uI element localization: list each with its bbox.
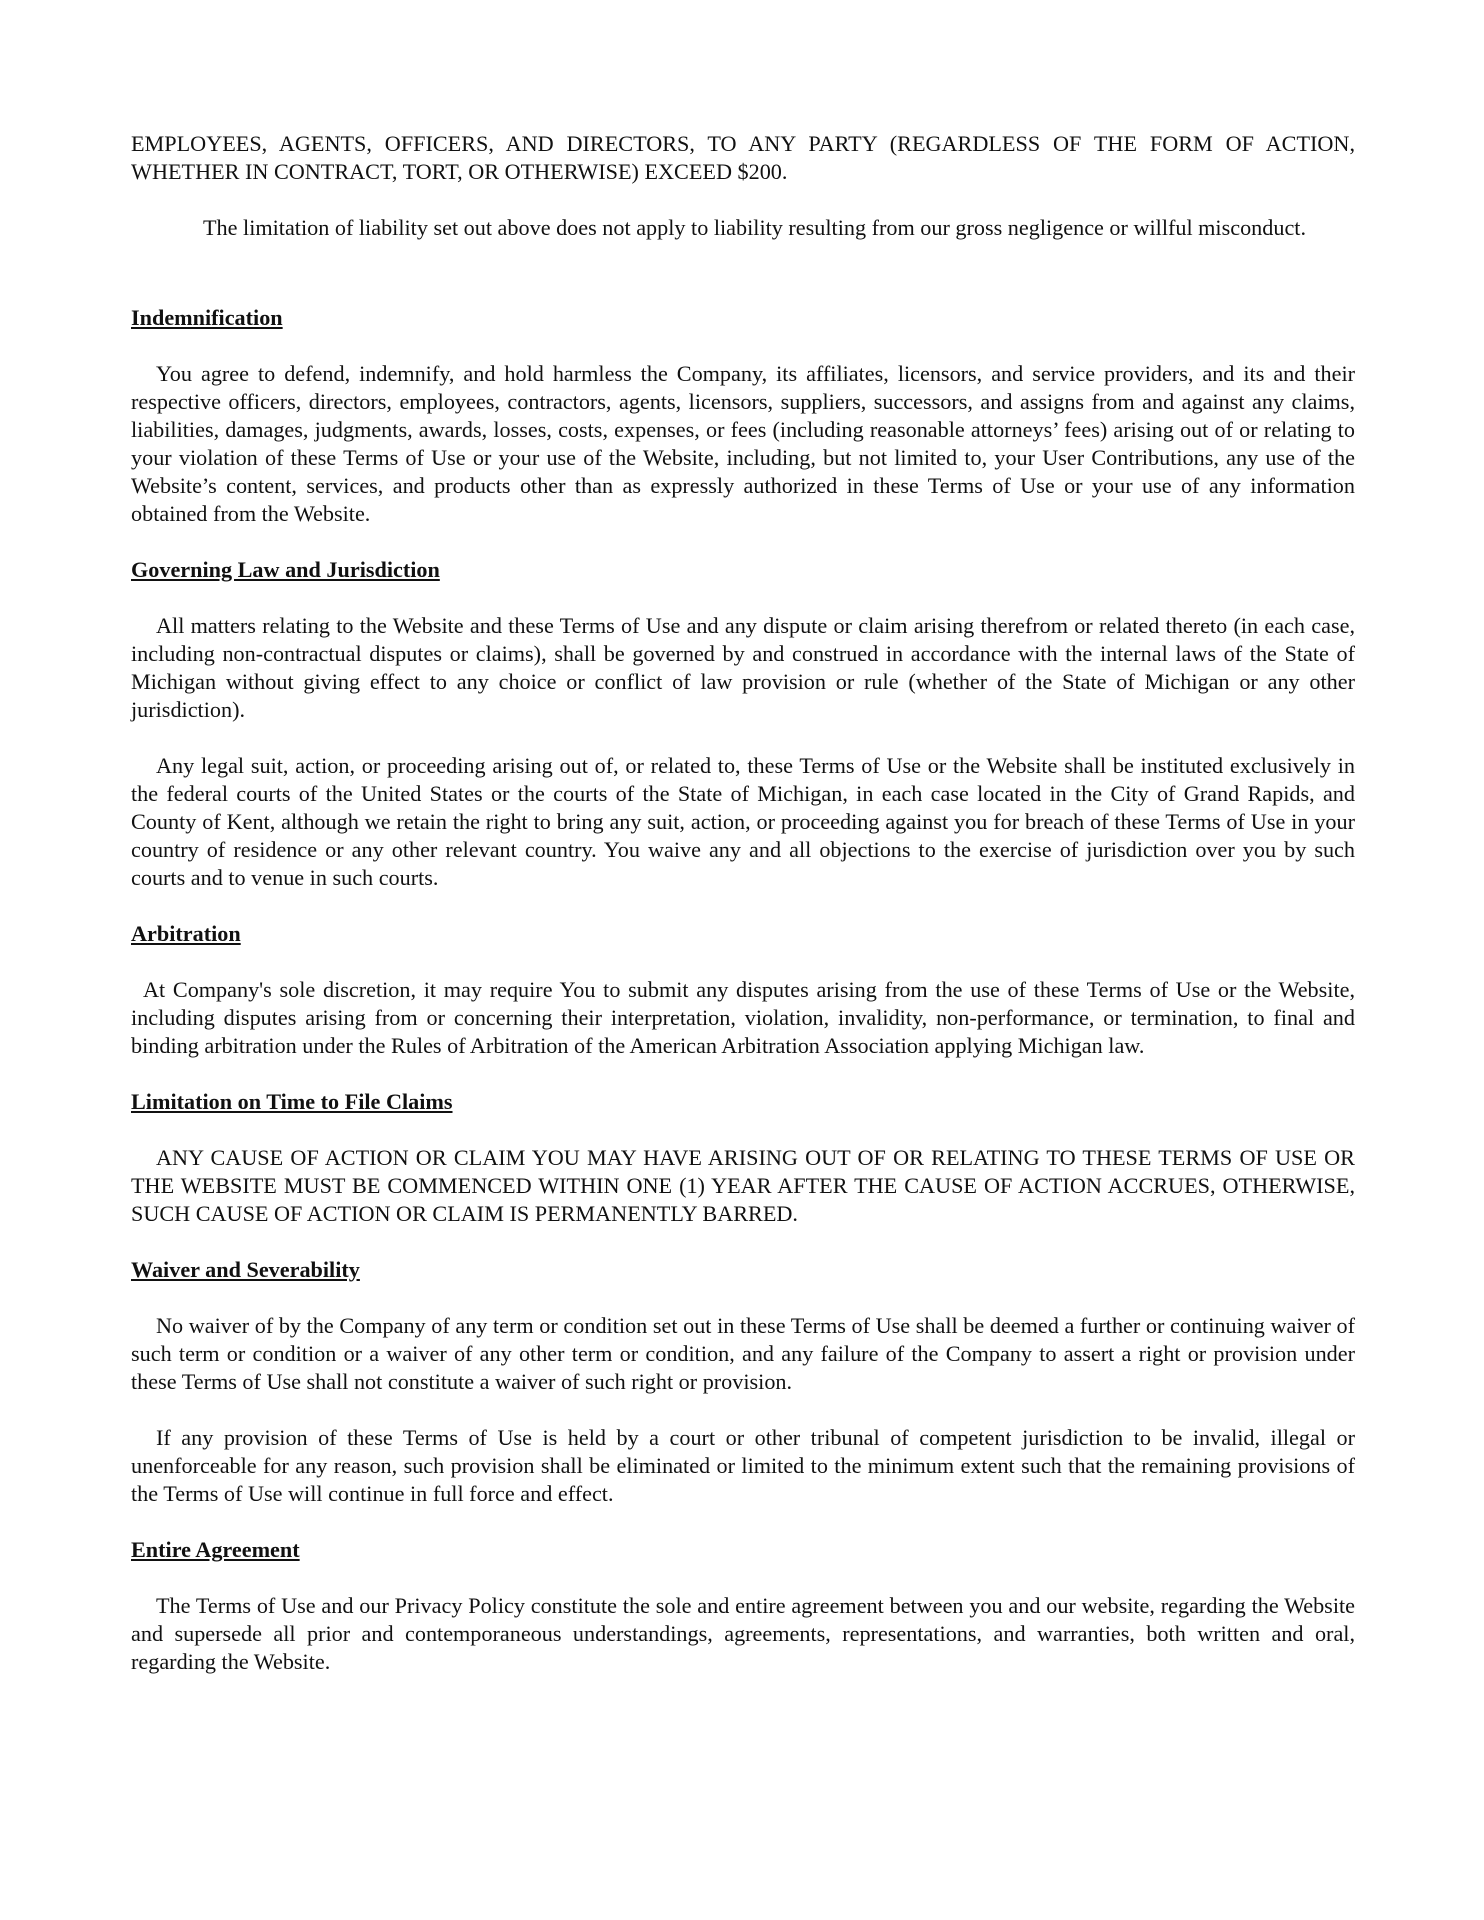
waiver-heading: Waiver and Severability	[131, 1257, 360, 1282]
indemnification-heading: Indemnification	[131, 305, 283, 330]
waiver-paragraph: No waiver of by the Company of any term or condition set out in these Terms of Use shall be deemed a further or continuing waiver of such term or condition or a waiver of any other term or condition, and any failure of the Company to assert a right or provision under these Terms of Use shall not constitute a waiver of such right or provision.	[131, 1313, 1355, 1394]
liability-exception-paragraph: The limitation of liability set out above does not apply to liability resulting from our gross negligence or willful misconduct.	[203, 215, 1307, 240]
entire-agreement-heading: Entire Agreement	[131, 1537, 300, 1562]
document-page	[131, 130, 1355, 1704]
liability-cap-paragraph: EMPLOYEES, AGENTS, OFFICERS, AND DIRECTORS, TO ANY PARTY (REGARDLESS OF THE FORM OF ACTION, WHETHER IN CONTRACT, TORT, OR OTHERWISE) EXCEED $200.	[131, 131, 1355, 184]
arbitration-heading: Arbitration	[131, 921, 241, 946]
entire-agreement-paragraph: The Terms of Use and our Privacy Policy constitute the sole and entire agreement between you and our website, regarding the Website and supersede all prior and contemporaneous understandings, agreements, representations, and warranties, both written and oral, regarding the Website.	[131, 1593, 1355, 1674]
limitation-time-heading: Limitation on Time to File Claims	[131, 1089, 453, 1114]
arbitration-paragraph: At Company's sole discretion, it may require You to submit any disputes arising from the use of these Terms of Use or the Website, including disputes arising from or concerning their interpretation, violation, invalidity, non-performance, or termination, to final and binding arbitration under the Rules of Arbitration of the American Arbitration Association applying Michigan law.	[131, 977, 1355, 1058]
governing-law-heading: Governing Law and Jurisdiction	[131, 557, 440, 582]
spacer	[131, 270, 1355, 304]
limitation-time-paragraph: ANY CAUSE OF ACTION OR CLAIM YOU MAY HAVE ARISING OUT OF OR RELATING TO THESE TERMS OF USE OR THE WEBSITE MUST BE COMMENCED WITHIN ONE (1) YEAR AFTER THE CAUSE OF ACTION ACCRUES, OTHERWISE, SUCH CAUSE OF ACTION OR CLAIM IS PERMANENTLY BARRED.	[131, 1145, 1355, 1226]
jurisdiction-paragraph: Any legal suit, action, or proceeding arising out of, or related to, these Terms of Use or the Website shall be instituted exclusively in the federal courts of the United States or the courts of the State of Michigan, in each case located in the City of Grand Rapids, and County of Kent, although we retain the right to bring any suit, action, or proceeding against you for breach of these Terms of Use in your country of residence or any other relevant country. You waive any and all objections to the exercise of jurisdiction over you by such courts and to venue in such courts.	[131, 753, 1355, 890]
severability-paragraph: If any provision of these Terms of Use is held by a court or other tribunal of competent jurisdiction to be invalid, illegal or unenforceable for any reason, such provision shall be eliminated or limited to the minimum extent such that the remaining provisions of the Terms of Use will continue in full force and effect.	[131, 1425, 1355, 1506]
indemnification-paragraph: You agree to defend, indemnify, and hold harmless the Company, its affiliates, licensors, and service providers, and its and their respective officers, directors, employees, contractors, agents, licensors, suppliers, successors, and assigns from and against any claims, liabilities, damages, judgments, awards, losses, costs, expenses, or fees (including reasonable attorneys’ fees) arising out of or relating to your violation of these Terms of Use or your use of the Website, including, but not limited to, your User Contributions, any use of the Website’s content, services, and products other than as expressly authorized in these Terms of Use or your use of any information obtained from the Website.	[131, 361, 1355, 526]
governing-law-paragraph: All matters relating to the Website and these Terms of Use and any dispute or claim arising therefrom or related thereto (in each case, including non-contractual disputes or claims), shall be governed by and construed in accordance with the internal laws of the State of Michigan without giving effect to any choice or conflict of law provision or rule (whether of the State of Michigan or any other jurisdiction).	[131, 613, 1355, 722]
